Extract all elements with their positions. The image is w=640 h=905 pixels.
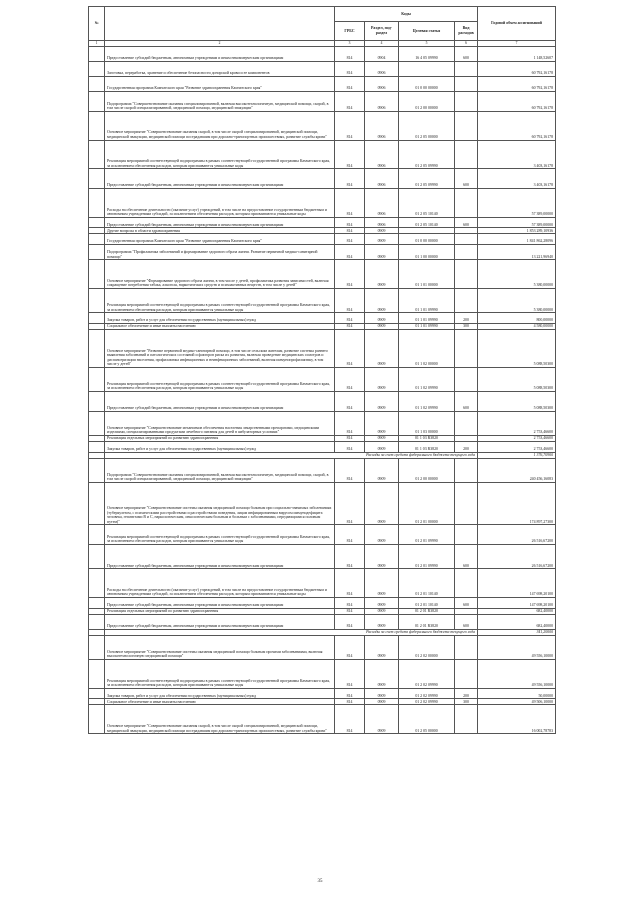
budget-row xyxy=(89,234,556,245)
row-section-code: 0909 xyxy=(365,245,399,260)
row-amount: 1 853 289,10936 xyxy=(478,228,556,234)
row-exptype-code xyxy=(455,660,478,689)
row-target-code: 01 2 00 00000 xyxy=(399,92,455,112)
row-exptype-code xyxy=(455,288,478,312)
row-name: Государственная программа Камчатского края "Развитие здравоохранения Камчатского края" xyxy=(105,234,335,245)
row-section-code: 0909 xyxy=(365,608,399,614)
row-section-code: 0906 xyxy=(365,92,399,112)
row-grbs-code: 814 xyxy=(335,367,365,391)
row-number xyxy=(89,217,105,228)
col-exptype-header: Вид расходов xyxy=(455,22,478,41)
row-section-code: 0909 xyxy=(365,323,399,329)
row-name: Подпрограмма "Профилактика заболеваний и формирование здорового образа жизни. Развитие первичной медико-санитарной помощи" xyxy=(105,245,335,260)
row-amount: 16 002,78783 xyxy=(478,705,556,734)
row-amount: 5 088,50300 xyxy=(478,367,556,391)
budget-row xyxy=(89,329,556,367)
row-section-code: 0909 xyxy=(365,569,399,598)
row-name: Реализация отдельных мероприятий по развитию здравоохранения xyxy=(105,608,335,614)
row-amount: 60 792,16178 xyxy=(478,61,556,76)
row-number xyxy=(89,614,105,629)
index-cell: 5 xyxy=(399,41,455,47)
row-exptype-code xyxy=(455,411,478,435)
row-section-code: 0909 xyxy=(365,458,399,482)
index-cell: 1 xyxy=(89,41,105,47)
budget-row xyxy=(89,367,556,391)
row-exptype-code: 300 xyxy=(455,699,478,705)
row-name: Предоставление субсидий бюджетным, автономным учреждениям и иным некоммерческим организациям xyxy=(105,217,335,228)
budget-row xyxy=(89,169,556,189)
index-cell: 3 xyxy=(335,41,365,47)
row-exptype-code: 600 xyxy=(455,614,478,629)
row-name: Основное мероприятие "Формирование здорового образа жизни, в том числе у детей, профилактика развития зависимостей, включая сокращение потребления табака, алкоголя, наркотических средств и психоактивных веществ, в том числе у детей" xyxy=(105,260,335,289)
budget-row xyxy=(89,217,556,228)
row-exptype-code: 200 xyxy=(455,313,478,324)
row-exptype-code: 600 xyxy=(455,597,478,608)
row-number xyxy=(89,525,105,545)
budget-rows xyxy=(89,46,556,734)
row-grbs-code: 814 xyxy=(335,411,365,435)
index-cell: 7 xyxy=(478,41,556,47)
row-name: Основное мероприятие "Совершенствование системы оказания медицинской помощи больным прочими заболеваниями, включая высокотехнологичную медицинской помощи" xyxy=(105,635,335,659)
row-amount: 57 389,00000 xyxy=(478,188,556,217)
row-target-code: 01 2 01 10140 xyxy=(399,597,455,608)
row-name: Закупка товаров, работ и услуг для обеспечения государственных (муниципальных) нужд xyxy=(105,441,335,452)
federal-budget-note: Расходы за счет средств федерального бюджета текущего года xyxy=(105,629,478,635)
row-exptype-code xyxy=(455,569,478,598)
row-number xyxy=(89,234,105,245)
row-target-code: 01 2 01 R3820 xyxy=(399,608,455,614)
row-target-code: 01 1 03 R3820 xyxy=(399,435,455,441)
row-name: Заготовка, переработка, хранение и обеспечение безопасности донорской крови и ее компонентов xyxy=(105,61,335,76)
row-section-code: 0906 xyxy=(365,217,399,228)
row-number xyxy=(89,635,105,659)
row-grbs-code: 814 xyxy=(335,614,365,629)
row-section-code: 0909 xyxy=(365,525,399,545)
budget-row xyxy=(89,260,556,289)
row-amount: 3 403,16178 xyxy=(478,140,556,169)
row-target-code: 01 2 01 00000 xyxy=(399,482,455,524)
row-target-code xyxy=(399,61,455,76)
row-amount: 5 088,50300 xyxy=(478,329,556,367)
row-exptype-code xyxy=(455,76,478,91)
budget-row xyxy=(89,411,556,435)
row-grbs-code: 814 xyxy=(335,435,365,441)
row-section-code: 0906 xyxy=(365,169,399,189)
index-cell: 4 xyxy=(365,41,399,47)
row-amount: 1 148,52607 xyxy=(478,46,556,61)
row-grbs-code: 814 xyxy=(335,699,365,705)
budget-row xyxy=(89,140,556,169)
header-row-1 xyxy=(89,7,556,22)
row-exptype-code xyxy=(455,234,478,245)
row-grbs-code: 814 xyxy=(335,635,365,659)
row-number xyxy=(89,660,105,689)
col-grbs-header: ГРБС xyxy=(335,22,365,41)
row-section-code: 0909 xyxy=(365,234,399,245)
budget-row xyxy=(89,482,556,524)
row-number xyxy=(89,597,105,608)
row-exptype-code xyxy=(455,92,478,112)
row-amount: 2 753,46600 xyxy=(478,441,556,452)
row-amount: 49 556,10000 xyxy=(478,635,556,659)
budget-row xyxy=(89,92,556,112)
row-name: Реализация мероприятий соответствующей подпрограммы в рамках соответствующей государственной программы Камчатского края, за исключением обеспечения расходов, которым присваиваются уникальные коды xyxy=(105,288,335,312)
row-amount: 2 753,46600 xyxy=(478,411,556,435)
row-grbs-code: 814 xyxy=(335,111,365,140)
row-section-code: 0909 xyxy=(365,688,399,699)
row-exptype-code: 200 xyxy=(455,441,478,452)
budget-row xyxy=(89,569,556,598)
row-exptype-code: 600 xyxy=(455,217,478,228)
budget-row xyxy=(89,544,556,568)
row-name: Социальное обеспечение и иные выплаты населению xyxy=(105,323,335,329)
row-grbs-code: 814 xyxy=(335,660,365,689)
row-target-code: 01 1 01 09990 xyxy=(399,313,455,324)
index-cell: 2 xyxy=(105,41,335,47)
row-exptype-code xyxy=(455,482,478,524)
row-section-code: 0909 xyxy=(365,228,399,234)
row-section-code: 0909 xyxy=(365,329,399,367)
row-target-code: 01 1 01 00000 xyxy=(399,260,455,289)
row-grbs-code: 814 xyxy=(335,608,365,614)
row-name: Социальное обеспечение и иные выплаты населению xyxy=(105,699,335,705)
row-exptype-code xyxy=(455,329,478,367)
row-target-code: 01 2 05 09990 xyxy=(399,140,455,169)
row-name: Подпрограмма "Совершенствование оказания специализированной, включая высокотехнологичную, медицинской помощи, скорой, в том числе скорой специализированной, медицинской помощи, медицинской эвакуации" xyxy=(105,458,335,482)
budget-row xyxy=(89,111,556,140)
row-amount: 57 389,00000 xyxy=(478,217,556,228)
row-section-code: 0904 xyxy=(365,46,399,61)
row-amount: 240 456,16083 xyxy=(478,458,556,482)
federal-budget-amount: 341,20000 xyxy=(478,629,556,635)
budget-row xyxy=(89,525,556,545)
col-target-header: Целевая статья xyxy=(399,22,455,41)
row-grbs-code: 814 xyxy=(335,458,365,482)
row-grbs-code: 814 xyxy=(335,391,365,411)
row-amount: 5 380,00000 xyxy=(478,288,556,312)
row-name: Предоставление субсидий бюджетным, автономным учреждениям и иным некоммерческим организациям xyxy=(105,544,335,568)
row-amount: 49 506,10000 xyxy=(478,699,556,705)
row-amount: 5 088,50300 xyxy=(478,391,556,411)
budget-row xyxy=(89,313,556,324)
row-target-code: 01 1 02 09990 xyxy=(399,391,455,411)
row-exptype-code xyxy=(455,705,478,734)
row-number xyxy=(89,188,105,217)
row-grbs-code: 814 xyxy=(335,169,365,189)
row-amount: 50,00000 xyxy=(478,688,556,699)
row-grbs-code: 814 xyxy=(335,61,365,76)
row-section-code: 0909 xyxy=(365,288,399,312)
row-target-code: 01 2 02 00000 xyxy=(399,635,455,659)
row-amount: 4 580,00000 xyxy=(478,323,556,329)
row-number xyxy=(89,92,105,112)
row-number xyxy=(89,76,105,91)
row-name: Закупка товаров, работ и услуг для обеспечения государственных (муниципальных) нужд xyxy=(105,688,335,699)
row-grbs-code: 814 xyxy=(335,569,365,598)
row-target-code: 01 0 00 00000 xyxy=(399,234,455,245)
row-exptype-code: 300 xyxy=(455,323,478,329)
row-section-code: 0909 xyxy=(365,597,399,608)
row-target-code: 01 2 05 10140 xyxy=(399,217,455,228)
row-target-code: 01 1 00 00000 xyxy=(399,245,455,260)
row-section-code: 0909 xyxy=(365,435,399,441)
row-grbs-code: 814 xyxy=(335,228,365,234)
federal-budget-amount: 1 376,70900 xyxy=(478,452,556,458)
row-section-code: 0909 xyxy=(365,482,399,524)
row-section-code: 0906 xyxy=(365,188,399,217)
row-exptype-code: 600 xyxy=(455,169,478,189)
row-name: Предоставление субсидий бюджетным, автономным учреждениям и иным некоммерческим организациям xyxy=(105,169,335,189)
row-section-code: 0909 xyxy=(365,699,399,705)
row-target-code: 01 1 01 09990 xyxy=(399,323,455,329)
row-number xyxy=(89,288,105,312)
row-grbs-code: 814 xyxy=(335,441,365,452)
col-section-header: Раздел, под-раздел xyxy=(365,22,399,41)
budget-row xyxy=(89,614,556,629)
row-grbs-code: 814 xyxy=(335,188,365,217)
row-exptype-code xyxy=(455,111,478,140)
row-target-code: 01 2 05 10140 xyxy=(399,188,455,217)
row-grbs-code: 814 xyxy=(335,329,365,367)
row-amount: 174 897,27300 xyxy=(478,482,556,524)
row-name: Расходы на обеспечение деятельности (оказание услуг) учреждений, в том числе на предоставление государственным бюджетным и автономным учреждениям субсидий, за исключением обеспечения расходов, которым присваиваются уникальные коды xyxy=(105,569,335,598)
row-section-code: 0909 xyxy=(365,411,399,435)
row-exptype-code: 600 xyxy=(455,544,478,568)
row-grbs-code: 814 xyxy=(335,323,365,329)
budget-row xyxy=(89,635,556,659)
budget-row xyxy=(89,188,556,217)
row-exptype-code xyxy=(455,525,478,545)
row-exptype-code: 600 xyxy=(455,46,478,61)
row-name: Государственная программа Камчатского края "Развитие здравоохранения Камчатского края" xyxy=(105,76,335,91)
row-amount: 60 792,16178 xyxy=(478,111,556,140)
row-target-code: 01 2 00 00000 xyxy=(399,458,455,482)
row-number xyxy=(89,46,105,61)
row-number xyxy=(89,688,105,699)
row-amount: 49 556,10000 xyxy=(478,660,556,689)
budget-row xyxy=(89,597,556,608)
row-amount: 147 698,20100 xyxy=(478,597,556,608)
row-section-code: 0909 xyxy=(365,441,399,452)
budget-row xyxy=(89,441,556,452)
row-target-code: 01 1 01 09990 xyxy=(399,288,455,312)
row-target-code: 01 1 02 00000 xyxy=(399,329,455,367)
row-number xyxy=(89,260,105,289)
row-grbs-code: 814 xyxy=(335,46,365,61)
budget-row xyxy=(89,245,556,260)
row-amount: 26 516,67200 xyxy=(478,525,556,545)
row-amount: 60 792,16178 xyxy=(478,76,556,91)
row-number xyxy=(89,544,105,568)
row-grbs-code: 814 xyxy=(335,288,365,312)
row-amount: 13 221,96940 xyxy=(478,245,556,260)
row-grbs-code: 814 xyxy=(335,217,365,228)
row-section-code: 0906 xyxy=(365,111,399,140)
row-target-code: 01 2 01 10140 xyxy=(399,569,455,598)
row-number xyxy=(89,313,105,324)
row-grbs-code: 814 xyxy=(335,245,365,260)
row-section-code: 0909 xyxy=(365,544,399,568)
budget-document xyxy=(88,6,555,734)
row-number xyxy=(89,391,105,411)
row-target-code: 01 2 01 09990 xyxy=(399,544,455,568)
row-section-code: 0909 xyxy=(365,660,399,689)
row-exptype-code: 600 xyxy=(455,391,478,411)
row-number xyxy=(89,245,105,260)
row-number xyxy=(89,169,105,189)
row-section-code: 0909 xyxy=(365,367,399,391)
row-target-code: 01 0 00 00000 xyxy=(399,76,455,91)
col-name-header xyxy=(105,7,335,41)
row-section-code: 0909 xyxy=(365,705,399,734)
col-codes-header: Коды xyxy=(335,7,478,22)
row-name: Предоставление субсидий бюджетным, автономным учреждениям и иным некоммерческим организациям xyxy=(105,46,335,61)
row-amount: 147 698,20100 xyxy=(478,569,556,598)
row-target-code: 01 2 05 09990 xyxy=(399,169,455,189)
row-exptype-code xyxy=(455,245,478,260)
row-amount: 682,40000 xyxy=(478,614,556,629)
budget-row xyxy=(89,76,556,91)
row-number xyxy=(89,411,105,435)
row-grbs-code: 814 xyxy=(335,76,365,91)
row-target-code: 01 1 03 00000 xyxy=(399,411,455,435)
row-number xyxy=(89,458,105,482)
row-grbs-code: 814 xyxy=(335,705,365,734)
row-number xyxy=(89,482,105,524)
row-amount: 60 792,16178 xyxy=(478,92,556,112)
federal-budget-note: Расходы за счет средств федерального бюджета текущего года xyxy=(105,452,478,458)
row-amount: 682,40000 xyxy=(478,608,556,614)
row-grbs-code: 814 xyxy=(335,140,365,169)
row-section-code: 0909 xyxy=(365,635,399,659)
row-number xyxy=(89,705,105,734)
row-section-code: 0909 xyxy=(365,614,399,629)
row-number xyxy=(89,367,105,391)
row-target-code: 01 2 05 00000 xyxy=(399,705,455,734)
budget-row xyxy=(89,705,556,734)
budget-row xyxy=(89,288,556,312)
row-target-code: 01 1 03 R3820 xyxy=(399,441,455,452)
row-grbs-code: 814 xyxy=(335,525,365,545)
row-name: Расходы на обеспечение деятельности (оказание услуг) учреждений, в том числе на предоставление государственным бюджетным и автономным учреждениям субсидий, за исключением обеспечения расходов, которым присваиваются уникальные коды xyxy=(105,188,335,217)
row-name: Другие вопросы в области здравоохранения xyxy=(105,228,335,234)
row-name: Предоставление субсидий бюджетным, автономным учреждениям и иным некоммерческим организациям xyxy=(105,597,335,608)
budget-row xyxy=(89,660,556,689)
row-exptype-code xyxy=(455,635,478,659)
row-exptype-code xyxy=(455,458,478,482)
row-number xyxy=(89,569,105,598)
row-target-code: 01 1 02 09990 xyxy=(399,367,455,391)
row-number xyxy=(89,61,105,76)
row-number xyxy=(89,140,105,169)
row-section-code: 0906 xyxy=(365,140,399,169)
row-number xyxy=(89,111,105,140)
row-name: Реализация мероприятий соответствующей подпрограммы в рамках соответствующей государственной программы Камчатского края, за исключением обеспечения расходов, которым присваиваются уникальные коды xyxy=(105,367,335,391)
row-exptype-code xyxy=(455,61,478,76)
row-target-code: 01 2 01 09990 xyxy=(399,525,455,545)
row-grbs-code: 814 xyxy=(335,688,365,699)
row-grbs-code: 814 xyxy=(335,234,365,245)
row-exptype-code xyxy=(455,367,478,391)
row-target-code: 16 4 05 09990 xyxy=(399,46,455,61)
row-amount: 800,00000 xyxy=(478,313,556,324)
row-grbs-code: 814 xyxy=(335,482,365,524)
row-target-code: 01 2 02 09990 xyxy=(399,660,455,689)
row-exptype-code: 200 xyxy=(455,688,478,699)
row-grbs-code: 814 xyxy=(335,597,365,608)
row-number xyxy=(89,329,105,367)
budget-row xyxy=(89,61,556,76)
row-section-code: 0906 xyxy=(365,76,399,91)
row-name: Основное мероприятие "Совершенствование механизмов обеспечения населения лекарственными препаратами, медицинскими изделиями, специализированными продуктами лечебного питания для детей в амбулаторных условиях" xyxy=(105,411,335,435)
budget-row xyxy=(89,46,556,61)
row-name: Закупка товаров, работ и услуг для обеспечения государственных (муниципальных) нужд xyxy=(105,313,335,324)
budget-row xyxy=(89,391,556,411)
col-amount-header: Годовой объем ассигнований xyxy=(478,7,556,41)
row-name: Предоставление субсидий бюджетным, автономным учреждениям и иным некоммерческим организациям xyxy=(105,614,335,629)
row-name: Основное мероприятие "Развитие первичной медико-санитарной помощи, в том числе сельским жителям, развитие системы раннего выявления заболеваний и патологических состояний и факторов риска их развития, включая проведение медицинских осмотров и диспансеризации населения, профилактика инфекционных и неинфекционных заболеваний, включая иммунопрофилактику, в том числе у детей" xyxy=(105,329,335,367)
row-name: Реализация мероприятий соответствующей подпрограммы в рамках соответствующей государственной программы Камчатского края, за исключением обеспечения расходов, которым присваиваются уникальные коды xyxy=(105,525,335,545)
row-section-code: 0909 xyxy=(365,391,399,411)
col-number-header: № xyxy=(89,7,105,41)
row-name: Реализация мероприятий соответствующей подпрограммы в рамках соответствующей государственной программы Камчатского края, за исключением обеспечения расходов, которым присваиваются уникальные коды xyxy=(105,140,335,169)
row-grbs-code: 814 xyxy=(335,260,365,289)
row-name: Основное мероприятие "Совершенствование оказания скорой, в том числе скорой специализированной, медицинской помощи, медицинской эвакуации, медицинской помощи пострадавшим при дорожно-транспортных происшествиях, развитие службы крови" xyxy=(105,111,335,140)
row-amount: 2 753,46600 xyxy=(478,435,556,441)
budget-row xyxy=(89,458,556,482)
row-name: Основное мероприятие "Совершенствование системы оказания медицинской помощи больным при социально-значимых заболеваниях (туберкулезом, с психическими расстройствами и расстройствами поведения, лицам инфицированным вирусом иммунодефицита человека, гепатитами B и C, наркологическим, онкологическим больным и больным с заболеваниями, передающимися половым путем)" xyxy=(105,482,335,524)
row-target-code: 01 2 02 09990 xyxy=(399,699,455,705)
page-number: 35 xyxy=(317,879,323,884)
budget-row xyxy=(89,688,556,699)
row-grbs-code: 814 xyxy=(335,313,365,324)
row-exptype-code xyxy=(455,140,478,169)
row-section-code: 0909 xyxy=(365,260,399,289)
row-amount: 26 516,67200 xyxy=(478,544,556,568)
row-target-code: 01 2 05 00000 xyxy=(399,111,455,140)
row-amount: 5 380,00000 xyxy=(478,260,556,289)
row-section-code: 0906 xyxy=(365,61,399,76)
row-exptype-code xyxy=(455,260,478,289)
row-target-code: 01 2 02 09990 xyxy=(399,688,455,699)
row-amount: 1 841 862,28096 xyxy=(478,234,556,245)
row-number xyxy=(89,441,105,452)
row-grbs-code: 814 xyxy=(335,544,365,568)
row-section-code: 0909 xyxy=(365,313,399,324)
row-name: Подпрограмма "Совершенствование оказания специализированной, включая высокотехнологичную, медицинской помощи, скорой, в том числе скорой специализированной, медицинской помощи, медицинской эвакуации" xyxy=(105,92,335,112)
row-target-code: 01 2 01 R3820 xyxy=(399,614,455,629)
row-name: Реализация мероприятий соответствующей подпрограммы в рамках соответствующей государственной программы Камчатского края, за исключением обеспечения расходов, которым присваиваются уникальные коды xyxy=(105,660,335,689)
index-cell: 6 xyxy=(455,41,478,47)
row-exptype-code xyxy=(455,188,478,217)
row-grbs-code: 814 xyxy=(335,92,365,112)
row-name: Предоставление субсидий бюджетным, автономным учреждениям и иным некоммерческим организациям xyxy=(105,391,335,411)
row-amount: 3 403,16178 xyxy=(478,169,556,189)
row-name: Реализация отдельных мероприятий по развитию здравоохранения xyxy=(105,435,335,441)
budget-table xyxy=(88,6,556,734)
row-name: Основное мероприятие "Совершенствование оказания скорой, в том числе скорой специализированной, медицинской помощи, медицинской эвакуации, медицинской помощи пострадавшим при дорожно-транспортных происшествиях, развитие службы крови" xyxy=(105,705,335,734)
